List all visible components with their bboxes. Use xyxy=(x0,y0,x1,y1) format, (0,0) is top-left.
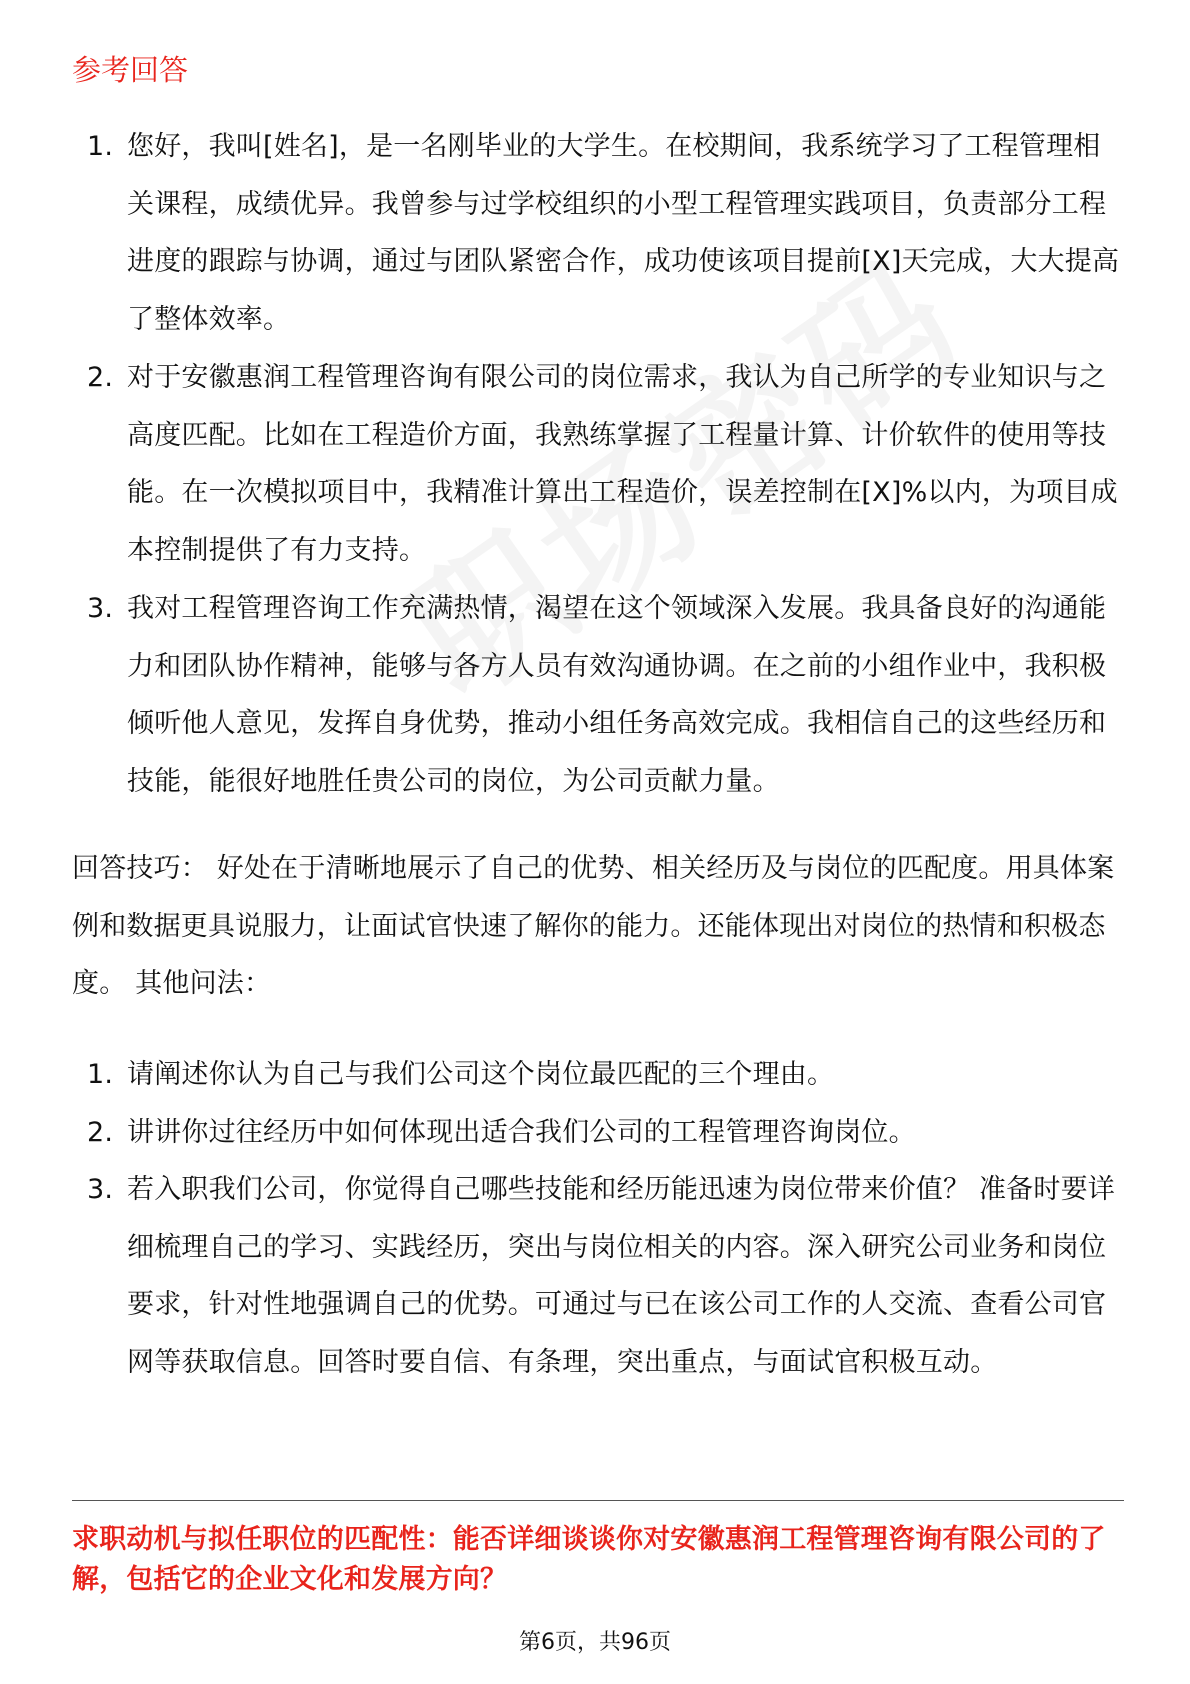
list-item-text: 请阐述你认为自己与我们公司这个岗位最匹配的三个理由。 xyxy=(127,1059,835,1090)
answer-list xyxy=(72,118,1124,811)
list-item xyxy=(72,580,1124,810)
list-item-text: 对于安徽惠润工程管理咨询有限公司的岗位需求，我认为自己所学的专业知识与之高度匹配。比如在工程造价方面，我熟练掌握了工程量计算、计价软件的使用等技能。在一次模拟项目中，我精准计算出工程造价，误差控制在[X]%以内，为项目成本控制提供了有力支持。 xyxy=(127,362,1118,566)
list-item-number: 3. xyxy=(87,593,114,624)
list-item-text: 若入职我们公司，你觉得自己哪些技能和经历能迅速为岗位带来价值？ 准备时要详细梳理自己的学习、实践经历，突出与岗位相关的内容。深入研究公司业务和岗位要求，针对性地强调自己的优势。可通过与已在该公司工作的人交流、查看公司官网等获取信息。回答时要自信、有条理，突出重点，与面试官积极互动。 xyxy=(127,1174,1115,1378)
page-number: 第6页，共96页 xyxy=(519,1630,671,1655)
alternative-questions-list xyxy=(72,1046,1124,1391)
list-item xyxy=(72,118,1124,348)
list-item xyxy=(72,349,1124,579)
list-item-number: 1. xyxy=(87,131,114,162)
answer-tips-paragraph: 回答技巧： 好处在于清晰地展示了自己的优势、相关经历及与岗位的匹配度。用具体案例和数据更具说服力，让面试官快速了解你的能力。还能体现出对岗位的热情和积极态度。 其他问法： xyxy=(72,853,1115,999)
list-item-number: 2. xyxy=(87,1116,114,1148)
list-item xyxy=(72,1161,1124,1391)
section-divider xyxy=(72,1500,1124,1501)
section-heading: 参考回答 xyxy=(72,53,189,87)
list-item-number: 1. xyxy=(87,1059,114,1090)
list-item-text: 讲讲你过往经历中如何体现出适合我们公司的工程管理咨询岗位。 xyxy=(127,1116,916,1148)
list-item xyxy=(72,1046,1124,1104)
list-item-number: 3. xyxy=(87,1174,114,1205)
list-item xyxy=(72,1104,1124,1162)
next-question-heading: 求职动机与拟任职位的匹配性：能否详细谈谈你对安徽惠润工程管理咨询有限公司的了解，包括它的企业文化和发展方向？ xyxy=(72,1524,1106,1595)
list-item-text: 您好，我叫[姓名]，是一名刚毕业的大学生。在校期间，我系统学习了工程管理相关课程，成绩优异。我曾参与过学校组织的小型工程管理实践项目，负责部分工程进度的跟踪与协调，通过与团队紧密合作，成功使该项目提前[X]天完成，大大提高了整体效率。 xyxy=(127,131,1120,335)
list-item-text: 我对工程管理咨询工作充满热情，渴望在这个领域深入发展。我具备良好的沟通能力和团队协作精神，能够与各方人员有效沟通协调。在之前的小组作业中，我积极倾听他人意见，发挥自身优势，推动小组任务高效完成。我相信自己的这些经历和技能，能很好地胜任贵公司的岗位，为公司贡献力量。 xyxy=(127,593,1107,797)
list-item-number: 2. xyxy=(87,362,114,393)
